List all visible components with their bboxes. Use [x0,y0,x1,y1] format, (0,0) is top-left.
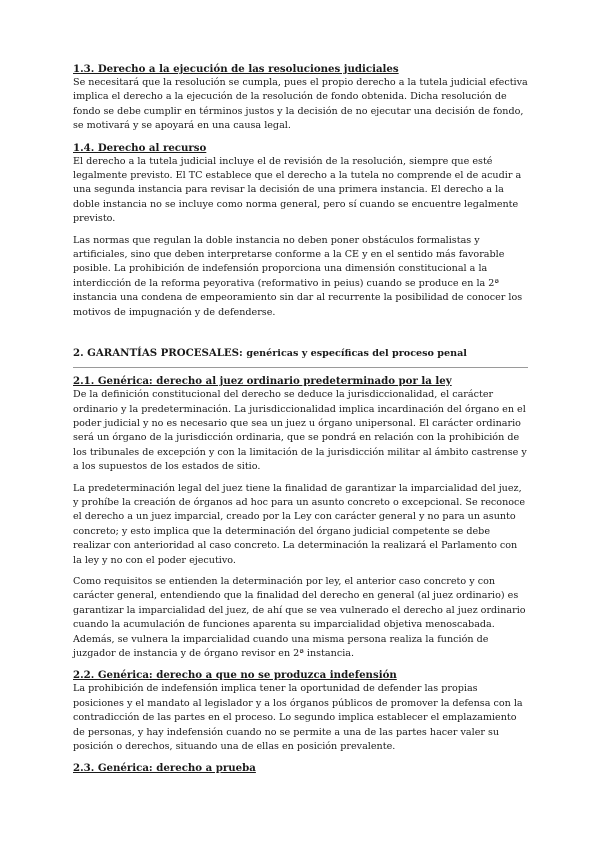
section-2-heading [73,346,528,361]
section-2-heading-main: 2. GARANTÍAS PROCESALES: [73,347,243,360]
section-2-heading-sub: genéricas y específicas del proceso penal [246,348,467,360]
section-2-3-heading: 2.3. Genérica: derecho a prueba [73,762,256,775]
section-2-1-paragraph-3: Como requisitos se entienden la determinación por ley, el anterior caso concreto y con carácter general, entendiendo que la finalidad del derecho en general (al juez ordinario) es garantizar la imparcialidad del juez, de ahí que se vea vulnerado el derecho al juez ordinario cuando la acumulación de funciones aparenta su imparcialidad objetiva menoscabada. Además, se vulnera la imparcialidad cuando una misma persona realiza la función de juzgador de instancia y de órgano revisor en 2ª instancia. [73,575,526,659]
section-2-1-heading: 2.1. Genérica: derecho al juez ordinario predeterminado por la ley [73,375,452,388]
section-divider [73,367,528,368]
section-1-4-paragraph-1: El derecho a la tutela judicial incluye el de revisión de la resolución, siempre que esté legalmente previsto. El TC establece que el derecho a la tutela no comprende el de acudir a una segunda instancia para revisar la decisión de una primera instancia. El derecho a la doble instancia no se incluye como norma general, pero sí cuando se encuentre legalmente previsto. [73,155,522,225]
section-1-3-heading: 1.3. Derecho a la ejecución de las resoluciones judiciales [73,63,399,75]
section-2-1-paragraph-1: De la definición constitucional del derecho se deduce la jurisdiccionalidad, el carácter ordinario y la predeterminación. La jurisdiccionalidad implica incardinación del órgano en el poder judicial y no es necesario que sea un juez u órgano unipersonal. El carácter ordinario será un órgano de la jurisdicción ordinaria, que se pondrá en relación con la prohibición de los tribunales de excepción y con la limitación de la jurisdicción militar al ámbito castrense y a los supuestos de los estados de sitio. [73,389,527,473]
section-1-4-heading: 1.4. Derecho al recurso [73,141,207,154]
section-1-4-paragraph-2: Las normas que regulan la doble instancia no deben poner obstáculos formalistas y artificiales, sino que deben interpretarse conforme a la CE y en el sentido más favorable posible. La prohibición de indefensión proporciona una dimensión constitucional a la interdicción de la reforma peyorativa (reformativo in peius) cuando se produce en la 2ª instancia una condena de empeoramiento sin dar al recurrente la posibilidad de conocer los motivos de impugnación y de defenderse. [73,234,523,318]
section-2-2-heading: 2.2. Genérica: derecho a que no se produzca indefensión [73,669,397,682]
section-2-2-paragraph-1: La prohibición de indefensión implica tener la oportunidad de defender las propias posiciones y el mandato al legislador y a los órganos públicos de promover la defensa con la contradicción de las partes en el proceso. Lo segundo implica establecer el emplazamiento de personas, y hay indefensión cuando no se permite a una de las partes hacer valer su posición o derechos, situando una de ellas en posición prevalente. [73,683,523,753]
section-2-1-paragraph-2: La predeterminación legal del juez tiene la finalidad de garantizar la imparcialidad del juez, y prohíbe la creación de órganos ad hoc para un asunto concreto o excepcional. Se reconoce el derecho a un juez imparcial, creado por la Ley con carácter general y no para un asunto concreto; y esto implica que la determinación del órgano judicial competente se debe realizar con anterioridad al caso concreto. La determinación la realizará el Parlamento con la ley y no con el poder ejecutivo. [73,482,526,566]
document-page [73,62,528,775]
section-1-3-paragraph-1: Se necesitará que la resolución se cumpla, pues el propio derecho a la tutela judicial efectiva implica el derecho a la ejecución de la resolución de fondo obtenida. Dicha resolución de fondo se debe cumplir en términos justos y la decisión de no ejecutar una decisión de fondo, se motivará y se apoyará en una causa legal. [73,77,528,132]
